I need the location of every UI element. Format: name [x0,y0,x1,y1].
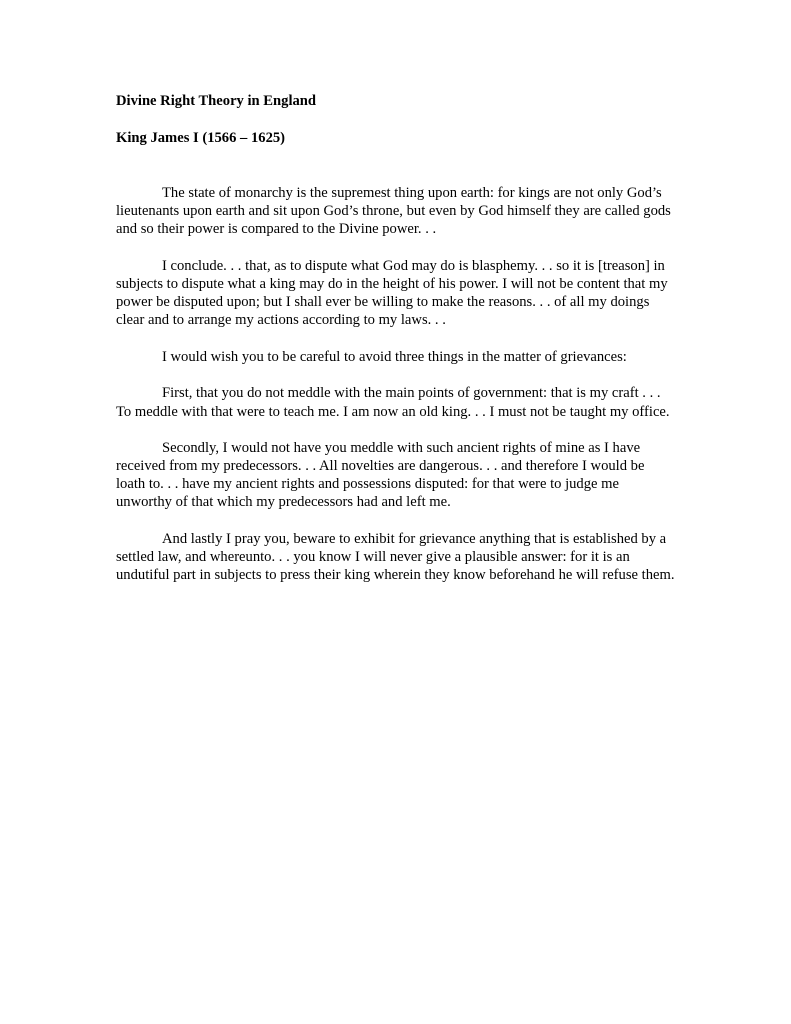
paragraph-secondly: Secondly, I would not have you meddle with such ancient rights of mine as I have received from my predecessors. . . All novelties are dangerous. . . and therefore I would be loath to. . . have my ancient rights and possessions disputed: for that were to judge me unworthy of that which my predecessors had and left me. [116,440,645,511]
document-body [116,92,676,584]
document-subtitle: King James I (1566 – 1625) [116,130,286,147]
paragraph-first: First, that you do not meddle with the main points of government: that is my craft . . . To meddle with that were to teach me. I am now an old king. . . I must not be taught my office. [116,385,670,420]
paragraph-monarchy: The state of monarchy is the supremest thing upon earth: for kings are not only God’s lieutenants upon earth and sit upon God’s throne, but even by God himself they are called gods and so their power is compared to the Divine power. . . [116,185,671,238]
paragraph-grievances: I would wish you to be careful to avoid three things in the matter of grievances: [162,348,627,365]
paragraph-conclude: I conclude. . . that, as to dispute what God may do is blasphemy. . . so it is [treason] in subjects to dispute what a king may do in the height of his power. I will not be content that my power be disputed upon; but I shall ever be willing to make the reasons. . . of all my doings clear and to arrange my actions according to my laws. . . [116,257,668,329]
paragraph-lastly: And lastly I pray you, beware to exhibit for grievance anything that is established by a settled law, and whereunto. . . you know I will never give a plausible answer: for it is an undutiful part in subjects to press their king wherein they know beforehand he will refuse them. [116,531,675,584]
document-title: Divine Right Theory in England [116,93,317,109]
